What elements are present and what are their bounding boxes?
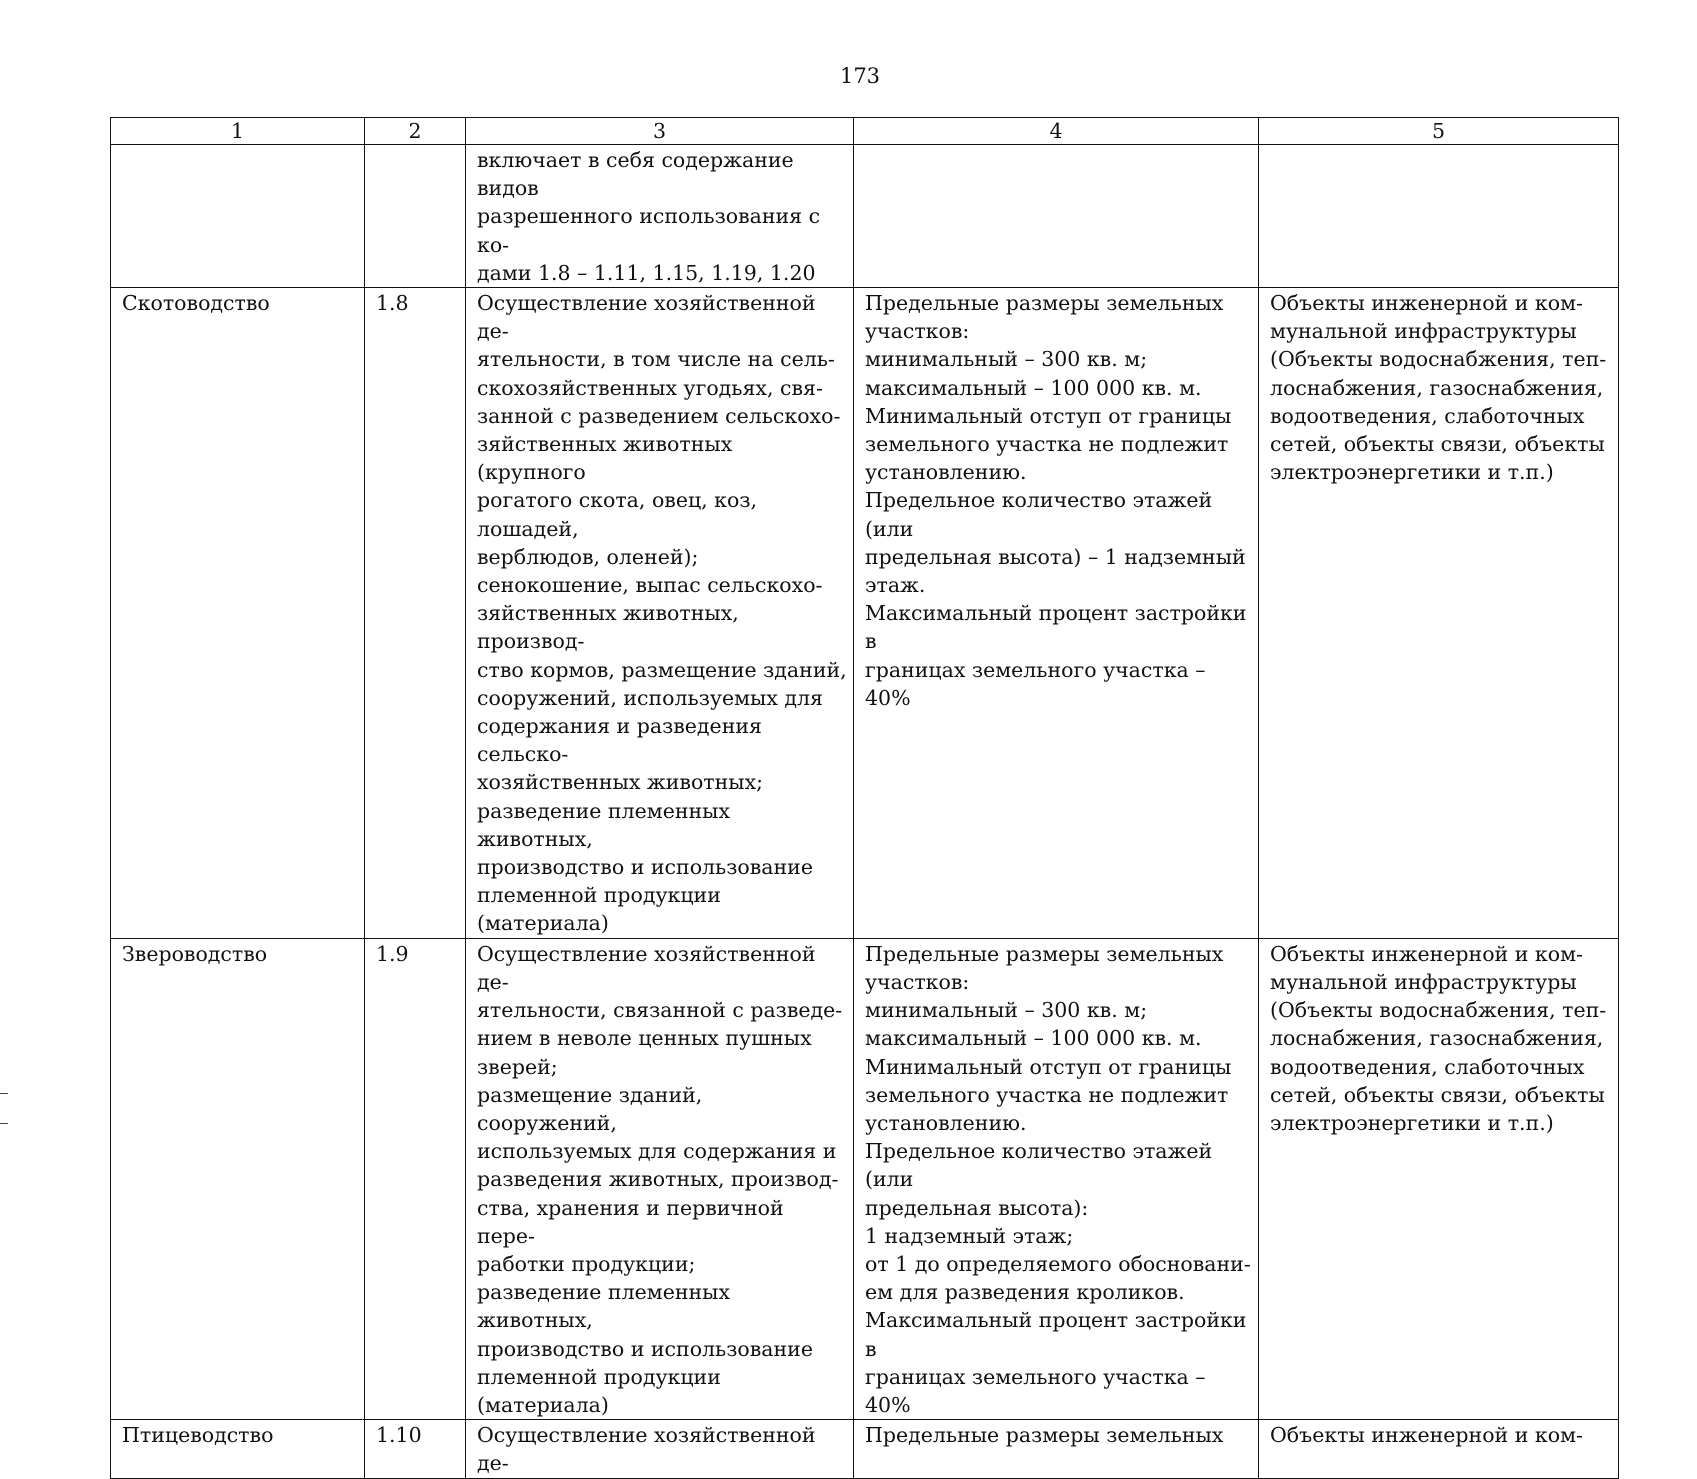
- table-row: [111, 1420, 1619, 1478]
- header-col-5: 5: [1259, 118, 1619, 145]
- header-col-3: 3: [466, 118, 854, 145]
- cell-infrastructure: Объекты инженерной и ком- мунальной инфраструктуры (Объекты водоснабжения, теп- лоснабжения, газоснабжения, водоотведения, слаботочных сетей, объекты связи, объекты электроэнергетики и т.п.): [1259, 938, 1619, 1419]
- cell-infrastructure: Объекты инженерной и ком- мунальной инфраструктуры (Объекты водоснабжения, теп- лоснабжения, газоснабжения, водоотведения, слаботочных сетей, объекты связи, объекты электроэнергетики и т.п.): [1259, 288, 1619, 939]
- cell-parameters: [854, 145, 1259, 288]
- table-row: [111, 145, 1619, 288]
- scan-edge-mark: [0, 1123, 8, 1124]
- cell-infrastructure: [1259, 145, 1619, 288]
- header-col-4: 4: [854, 118, 1259, 145]
- cell-use-name: Скотоводство: [111, 288, 365, 939]
- cell-use-description: Осуществление хозяйственной де- ятельности, в том числе на сель- скохозяйственных угодьях, свя- занной с разведением сельскохо- зяйственных животных (крупного рогатого скота, овец, коз, лошадей, верблюдов, оленей); сенокошение, выпас сельскохо- зяйственных животных, производ- ство кормов, размещение зданий, сооружений, используемых для содержания и разведения сельско- хозяйственных животных; разведение племенных животных, производство и использование племенной продукции (материала): [466, 288, 854, 939]
- cell-parameters: Предельные размеры земельных участков: минимальный – 300 кв. м; максимальный – 100 000 кв. м. Минимальный отступ от границы земельного участка не подлежит установлению. Предельное количество этажей (или предельная высота) – 1 надземный этаж. Максимальный процент застройки в границах земельного участка – 40%: [854, 288, 1259, 939]
- table-row: [111, 288, 1619, 939]
- cell-use-description: Осуществление хозяйственной де- ятельности, связанной с разведе- нием в неволе ценных пушных зверей; размещение зданий, сооружений, используемых для содержания и разведения животных, производ- ства, хранения и первичной пере- работки продукции; разведение племенных животных, производство и использование племенной продукции (материала): [466, 938, 854, 1419]
- cell-use-name: [111, 145, 365, 288]
- header-col-1: 1: [111, 118, 365, 145]
- page-number: 173: [839, 64, 881, 88]
- cell-use-description: включает в себя содержание видов разрешенного использования с ко- дами 1.8 – 1.11, 1.15, 1.19, 1.20: [466, 145, 854, 288]
- cell-infrastructure: Объекты инженерной и ком-: [1259, 1420, 1619, 1478]
- table-row: [111, 938, 1619, 1419]
- cell-parameters: Предельные размеры земельных: [854, 1420, 1259, 1478]
- cell-use-code: [365, 145, 466, 288]
- header-col-2: 2: [365, 118, 466, 145]
- cell-parameters: Предельные размеры земельных участков: минимальный – 300 кв. м; максимальный – 100 000 кв. м. Минимальный отступ от границы земельного участка не подлежит установлению. Предельное количество этажей (или предельная высота): 1 надземный этаж; от 1 до определяемого обосновани- ем для разведения кроликов. Максимальный процент застройки в границах земельного участка – 40%: [854, 938, 1259, 1419]
- cell-use-code: 1.9: [365, 938, 466, 1419]
- cell-use-name: Звероводство: [111, 938, 365, 1419]
- scan-edge-mark: [0, 1093, 8, 1094]
- land-use-table: [110, 117, 1619, 1479]
- cell-use-description: Осуществление хозяйственной де-: [466, 1420, 854, 1478]
- cell-use-code: 1.8: [365, 288, 466, 939]
- cell-use-name: Птицеводство: [111, 1420, 365, 1478]
- header-row: [111, 118, 1619, 145]
- cell-use-code: 1.10: [365, 1420, 466, 1478]
